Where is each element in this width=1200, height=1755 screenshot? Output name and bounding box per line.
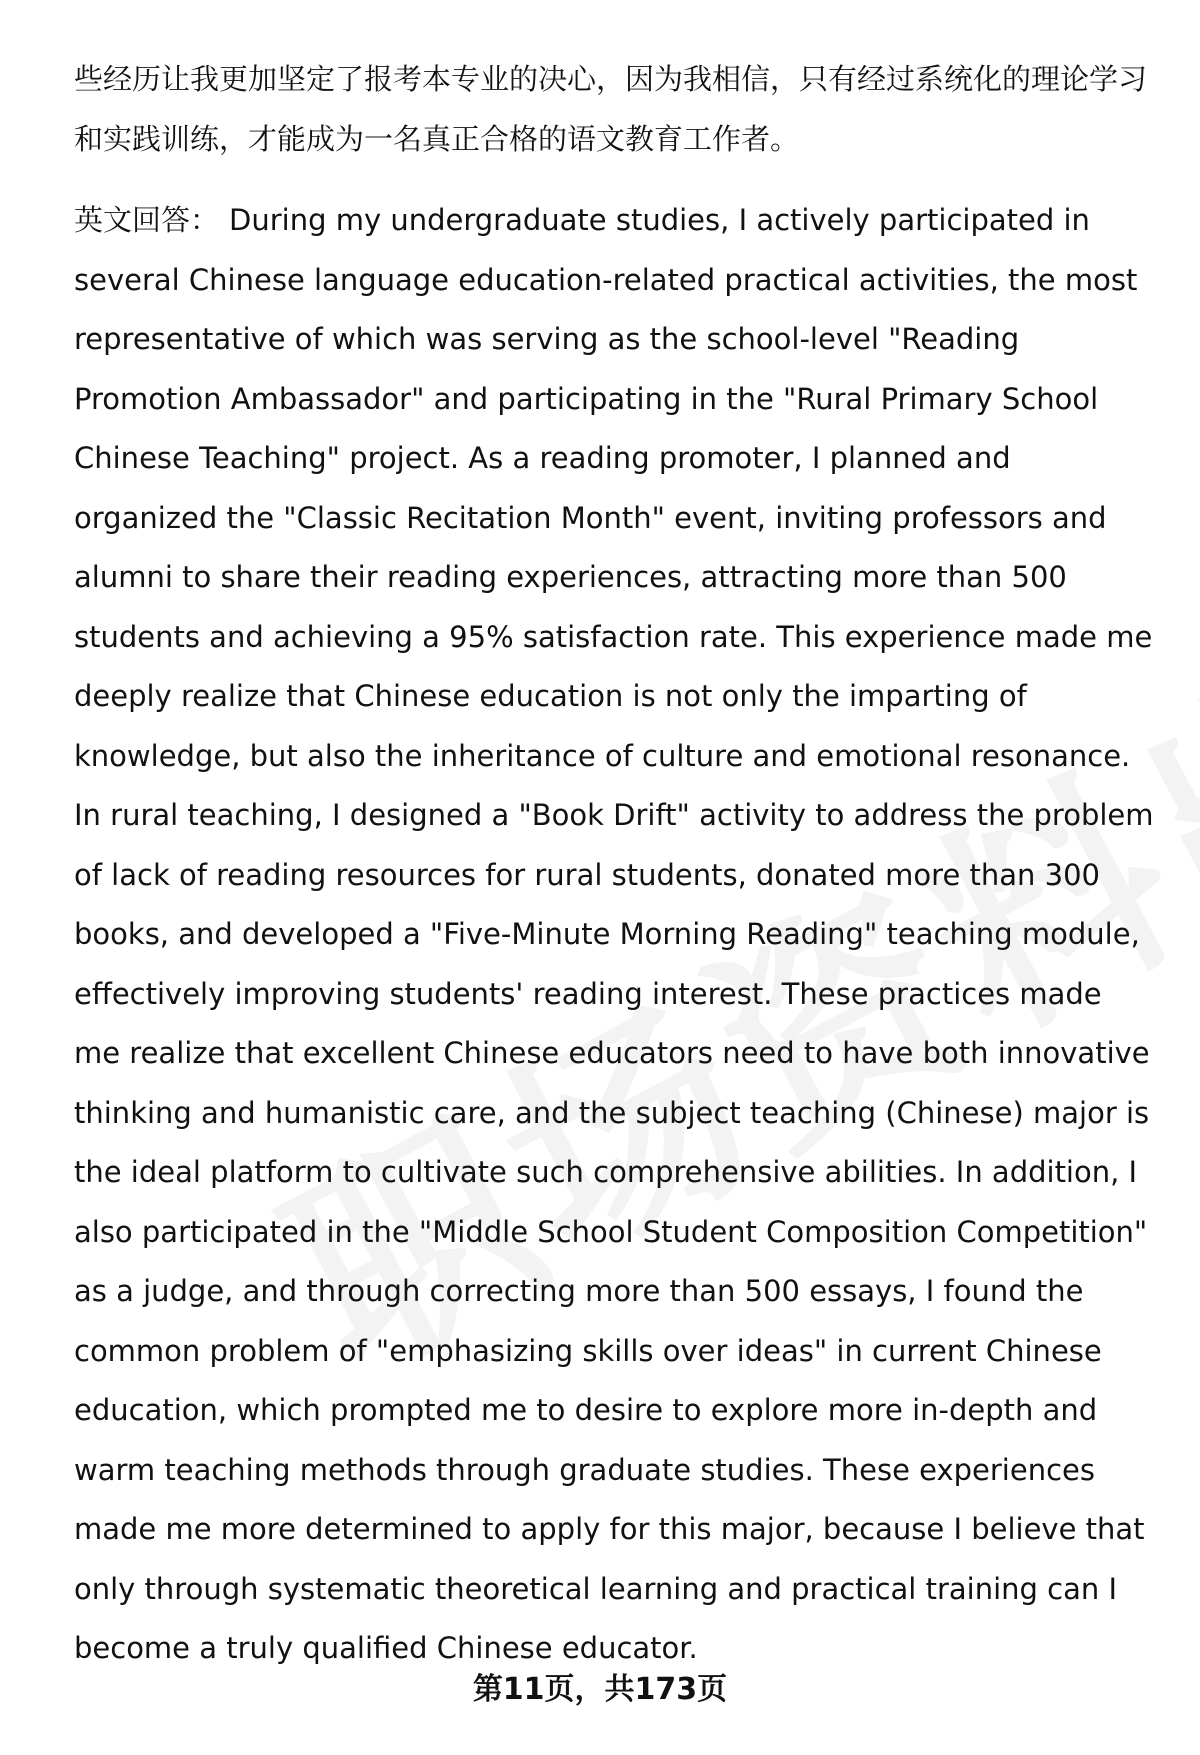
answer-text: During my undergraduate studies, I actively participated in several Chinese language education-related practical activities, the most representative of which was serving as the school-level "Reading Promotion Ambassador" and participating in the "Rural Primary School Chinese Teaching" project. As a reading promoter, I planned and organized the "Classic Recitation Month" event, inviting professors and alumni to share their reading experiences, attracting more than 500 students and achieving a 95% satisfaction rate. This experience made me deeply realize that Chinese education is not only the imparting of knowledge, but also the inheritance of culture and emotional resonance. In rural teaching, I designed a "Book Drift" activity to address the problem of lack of reading resources for rural students, donated more than 300 books, and developed a "Five-Minute Morning Reading" teaching module, effectively improving students' reading interest. These practices made me realize that excellent Chinese educators need to have both innovative thinking and humanistic care, and the subject teaching (Chinese) major is the ideal platform to cultivate such comprehensive abilities. In addition, I also participated in the "Middle School Student Composition Competition" as a judge, and through correcting more than 500 essays, I found the common problem of "emphasizing skills over ideas" in current Chinese education, which prompted me to desire to explore more in-depth and warm teaching methods through graduate studies. These experiences made me more determined to apply for this major, because I believe that only through systematic theoretical learning and practical training can I become a truly qualified Chinese educator. (74, 203, 1154, 1665)
document-body (74, 50, 1154, 1679)
paragraph-english-answer (74, 191, 1154, 1679)
paragraph-chinese: 些经历让我更加坚定了报考本专业的决心，因为我相信，只有经过系统化的理论学习和实践训练，才能成为一名真正合格的语文教育工作者。 (74, 62, 1148, 156)
answer-label: 英文回答： (74, 203, 220, 237)
page-number: 第11页，共173页 (472, 1672, 728, 1707)
